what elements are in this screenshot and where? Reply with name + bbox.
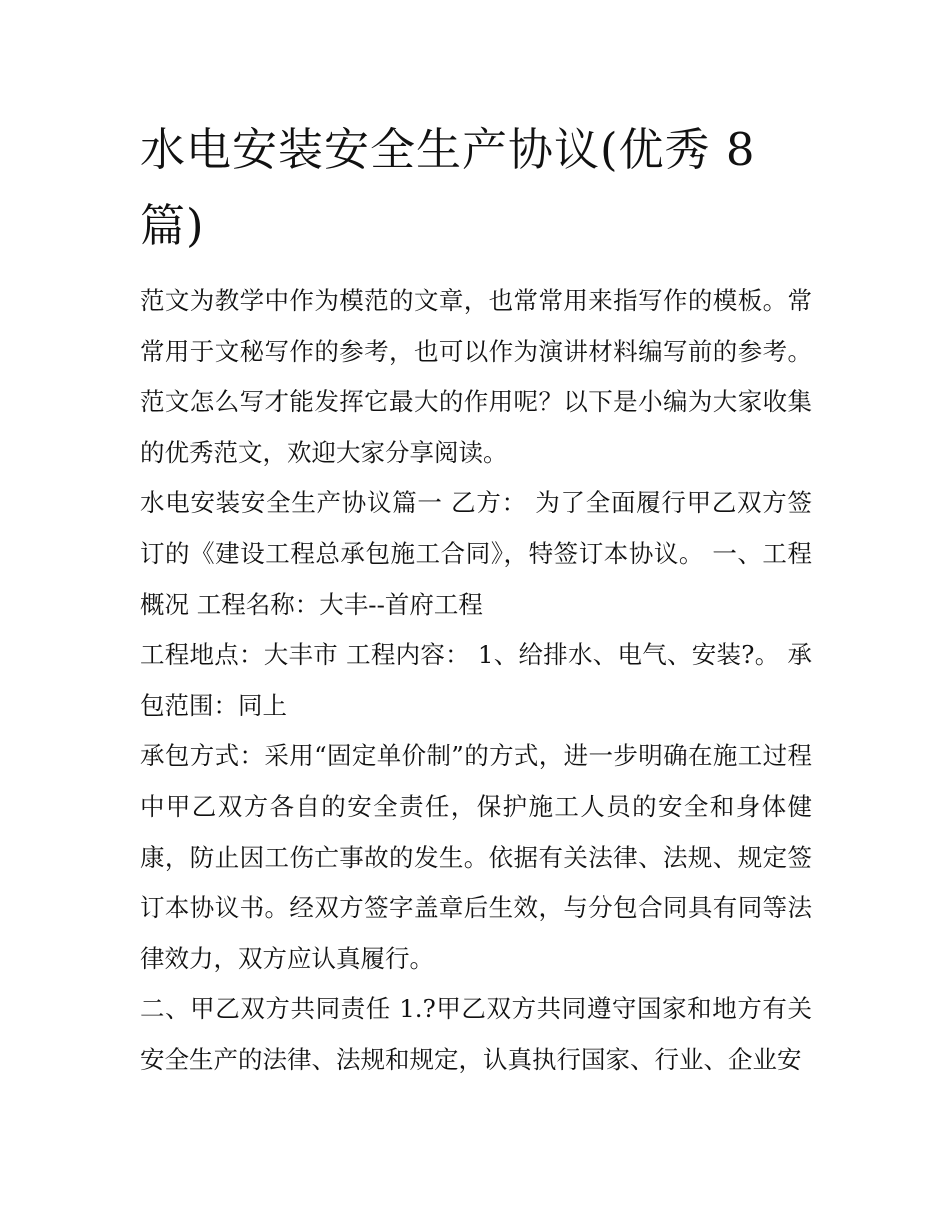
document-title: 水电安装安全生产协议(优秀 8 篇) bbox=[140, 123, 756, 252]
paragraph: 承包方式：采用“固定单价制”的方式，进一步明确在施工过程中甲乙双方各自的安全责任，保护施工人员的安全和身体健康，防止因工伤亡事故的发生。依据有关法律、法规、规定签订本协议书。经双方签字盖章后生效，与分包合同具有同等法律效力，双方应认真履行。 bbox=[140, 741, 812, 973]
paragraph: 水电安装安全生产协议篇一 乙方： 为了全面履行甲乙双方签订的《建设工程总承包施工合同》，特签订本协议。 一、工程概况 工程名称：大丰--首府工程 bbox=[140, 488, 812, 619]
document-page bbox=[140, 112, 812, 1086]
document-body bbox=[140, 276, 812, 1086]
paragraph: 范文为教学中作为模范的文章，也常常用来指写作的模板。常常用于文秘写作的参考，也可以作为演讲材料编写前的参考。范文怎么写才能发挥它最大的作用呢？以下是小编为大家收集的优秀范文，欢迎大家分享阅读。 bbox=[140, 286, 812, 467]
paragraph: 工程地点：大丰市 工程内容： 1、给排水、电气、安装?。 承包范围：同上 bbox=[140, 640, 812, 720]
paragraph: 二、甲乙双方共同责任 1.?甲乙双方共同遵守国家和地方有关安全生产的法律、法规和规定，认真执行国家、行业、企业安 bbox=[140, 994, 812, 1074]
